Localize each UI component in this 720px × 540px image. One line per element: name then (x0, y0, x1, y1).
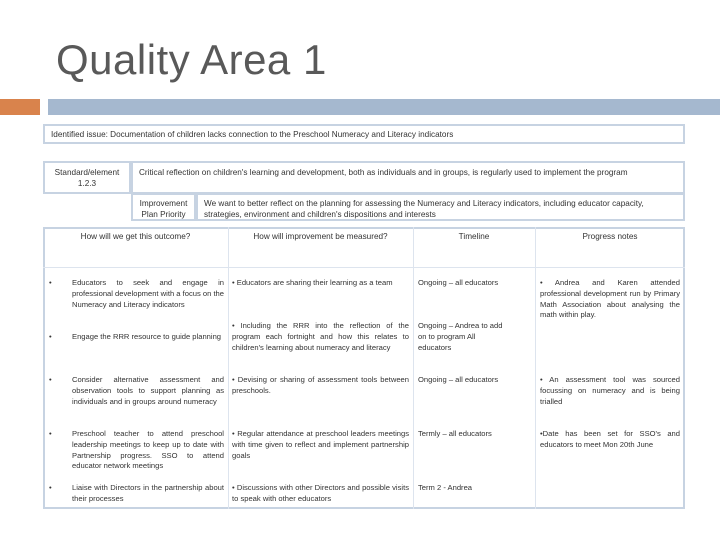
row-measure: • Devising or sharing of assessment tools between preschools. (232, 375, 409, 395)
column-divider (413, 227, 414, 509)
row-measure: • Discussions with other Directors and possible visits to speak with other educators (232, 483, 409, 503)
accent-bar-orange (0, 99, 40, 115)
header-divider (43, 267, 685, 268)
row-bullet: • (49, 332, 52, 341)
row-timeline: Ongoing – Andrea to add on to program All educators (418, 321, 503, 352)
standard-label: Standard/element 1.2.3 (43, 161, 131, 194)
row-timeline: Ongoing – all educators (418, 375, 499, 384)
row-timeline: Termly – all educators (418, 429, 492, 438)
row-outcome: Liaise with Directors in the partnership about their processes (72, 483, 224, 503)
header-notes: Progress notes (582, 232, 638, 241)
row-notes: • An assessment tool was sourced focussing on numeracy and is being trialled (540, 375, 680, 406)
row-outcome: Engage the RRR resource to guide planning (72, 332, 222, 341)
row-timeline: Term 2 - Andrea (418, 483, 473, 492)
row-measure: • Regular attendance at preschool leaders meetings with time given to reflect and implement partnership goals (232, 429, 409, 460)
column-divider (228, 227, 229, 509)
header-outcome: How will we get this outcome? (80, 232, 191, 241)
column-divider (535, 227, 536, 509)
identified-issue: Identified issue: Documentation of children lacks connection to the Preschool Numeracy and Literacy indicators (43, 124, 685, 144)
row-measure: • Including the RRR into the reflection of the program each fortnight and how this relates to children's learning about numeracy and literacy (232, 321, 409, 352)
row-timeline: Ongoing – all educators (418, 278, 499, 287)
row-bullet: • (49, 375, 52, 384)
row-outcome: Preschool teacher to attend preschool leadership meetings to keep up to date with Partnership progress. SSO to attend educator network meetings (72, 429, 224, 471)
header-measure: How will improvement be measured? (253, 232, 388, 241)
row-outcome: Consider alternative assessment and observation tools to support planning as individuals and in groups around numeracy (72, 375, 224, 406)
row-measure: • Educators are sharing their learning as a team (232, 278, 393, 287)
accent-bar-blue (48, 99, 720, 115)
row-notes: •Date has been set for SSO's and educators to meet Mon 20th June (540, 429, 680, 449)
row-bullet: • (49, 278, 52, 287)
standard-text: Critical reflection on children's learning and development, both as individuals and in groups, is regularly used to implement the program (131, 161, 685, 194)
row-bullet: • (49, 429, 52, 438)
header-timeline: Timeline (458, 232, 490, 241)
row-bullet: • (49, 483, 52, 492)
improvement-label: Improvement Plan Priority (131, 193, 196, 221)
row-outcome: Educators to seek and engage in professional development with a focus on the Numeracy and Literacy indicators (72, 278, 224, 309)
improvement-text: We want to better reflect on the planning for assessing the Numeracy and Literacy indicators, including educator capacity, strategies, environment and children's dispositions and interests (196, 193, 685, 221)
page-title: Quality Area 1 (56, 36, 327, 83)
row-notes: • Andrea and Karen attended professional development run by Primary Math Association about analysing the math within play. (540, 278, 680, 320)
